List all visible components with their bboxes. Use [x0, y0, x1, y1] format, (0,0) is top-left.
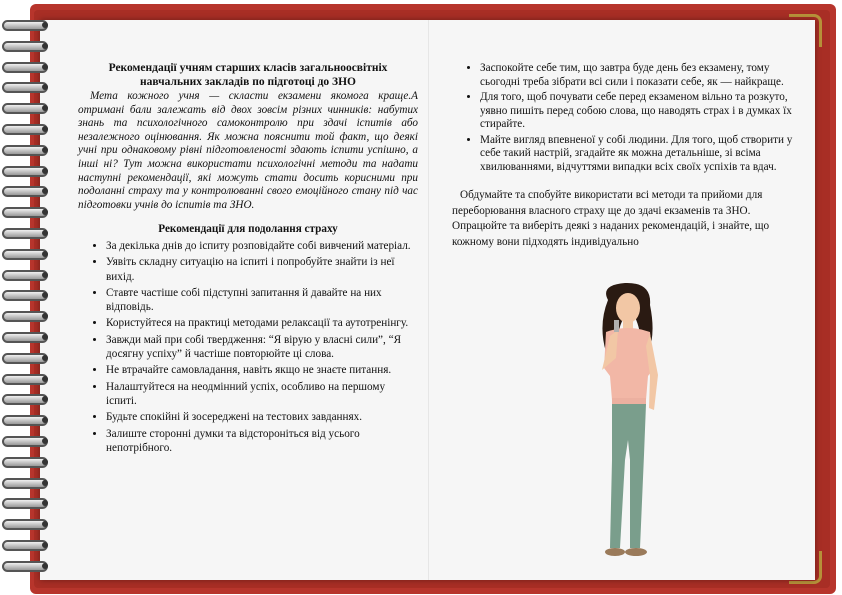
list-item: • Будьте спокійні й зосереджені на тестових завданнях.	[106, 410, 418, 424]
binding-hole	[42, 334, 48, 340]
list-item: • Уявіть складну ситуацію на іспиті і попробуйте знайти із неї вихід.	[106, 255, 418, 284]
binding-hole	[42, 126, 48, 132]
spiral-ring	[2, 186, 48, 197]
binding-hole	[42, 230, 48, 236]
list-item: • Не втрачайте самовладання, навіть якщо не знаєте питання.	[106, 363, 418, 377]
binding-hole	[42, 272, 48, 278]
spiral-ring	[2, 82, 48, 93]
binding-hole	[42, 251, 48, 257]
column-divider	[428, 20, 429, 580]
list-item: • Налаштуйтеся на неодмінний успіх, особливо на першому іспиті.	[106, 380, 418, 409]
intro-paragraph: Мета кожного учня — скласти екзамени якомога краще.А отримані бали залежать від двох зовсім різних чинників: набутих знань та психологічного самоконтролю при здачі іспитів або незалежного оцінювання. Як можна пояснити той факт, що деякі учні при однаковому рівні підготовленості здають іспити успішно, а інші ні? Тут можна використати психологічні методи та надати наступні рекомендації, які можуть стати досить корисними при подоланні страху та у контролюванні свого емоційного стану під час підготовки учнів до іспитів та ЗНО.	[78, 90, 418, 211]
left-column	[78, 62, 418, 457]
binding-hole	[42, 459, 48, 465]
binding-hole	[42, 147, 48, 153]
binding-hole	[42, 64, 48, 70]
spiral-binding	[0, 20, 50, 590]
list-item: • Залиште сторонні думки та відстороніться від усього непотрібного.	[106, 427, 418, 456]
binding-hole	[42, 43, 48, 49]
binding-hole	[42, 563, 48, 569]
list-item: • Користуйтеся на практиці методами релаксації та аутотренінгу.	[106, 316, 418, 330]
spiral-ring	[2, 394, 48, 405]
section-subtitle: Рекомендації для подолання страху	[158, 223, 338, 236]
document-title: Рекомендації учням старших класів загальноосвітніх навчальних закладів по підготоці до ЗНО	[108, 62, 388, 88]
more-recommendations-list	[452, 62, 794, 174]
spiral-ring	[2, 498, 48, 509]
list-item: • Для того, щоб почувати себе перед екзаменом вільно та розкуто, уявно пишіть перед собою слова, що наводять страх і в думках їх стирайте.	[480, 91, 794, 132]
list-item: • Заспокойте себе тим, що завтра буде день без екзамену, тому сьогодні треба зібрати всі сили і показати себе, як — найкраще.	[480, 62, 794, 89]
list-item: • Майте вигляд впевненої у собі людини. Для того, щоб створити у себе такий настрій, згадайте як можна детальніше, зі всіма хвилюваннями, відчуттями випадки всіх своїх успіхів та вдач.	[480, 134, 794, 175]
list-item: • За декілька днів до іспиту розповідайте собі вивчений матеріал.	[106, 239, 418, 253]
list-item: • Завжди май при собі твердження: “Я вірую у власні сили”, “Я досягну успіху” й частіше повторюйте ці слова.	[106, 333, 418, 362]
binding-hole	[42, 376, 48, 382]
conclusion-paragraph: Обдумайте та спобуйте використати всі методи та прийоми для переборювання власного страху ще до здачі екзаменів та ЗНО. Опрацюйте та виберіть деякі з наданих рекомендацій, і знайте, що кожному вони підходять індивідуально	[452, 189, 770, 248]
fear-recommendations-list	[78, 239, 418, 455]
binding-hole	[42, 480, 48, 486]
binding-hole	[42, 168, 48, 174]
binding-hole	[42, 22, 48, 28]
student-girl-illustration	[570, 280, 690, 570]
binding-hole	[42, 542, 48, 548]
binding-hole	[42, 438, 48, 444]
right-column	[452, 62, 794, 250]
list-item: • Ставте частіше собі підступні запитання й давайте на них відповідь.	[106, 286, 418, 315]
spiral-ring	[2, 290, 48, 301]
binding-hole	[42, 355, 48, 361]
